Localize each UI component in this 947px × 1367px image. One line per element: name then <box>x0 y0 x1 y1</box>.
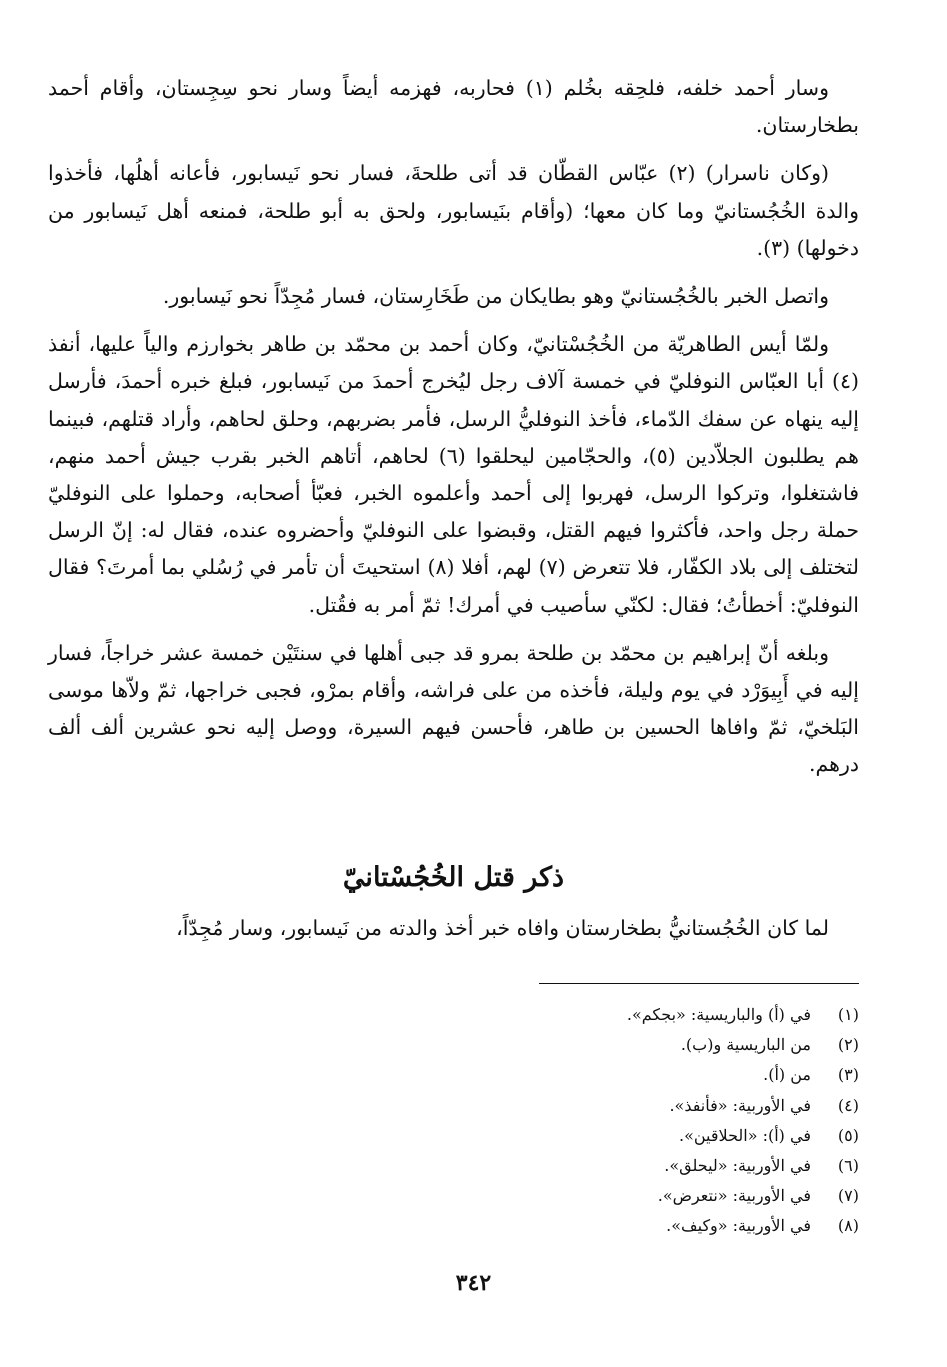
footnote <box>627 1211 859 1241</box>
footnote-number: (٧) <box>837 1186 859 1206</box>
footnote-text: من (أ). <box>763 1065 811 1085</box>
paragraph: وسار أحمد خلفه، فلحِقه بخُلم (١) فحاربه، فهزمه أيضاً وسار نحو سِجِستان، وأقام أحمد بطخارستان. <box>48 76 859 138</box>
footnote <box>627 1060 859 1090</box>
section-heading: ذكر قتل الخُجُسْتانيّ <box>342 862 565 893</box>
footnote-number: (٦) <box>837 1156 859 1176</box>
paragraph: لما كان الخُجُستانيُّ بطخارستان وافاه خبر أخذ والدته من نَيسابور، وسار مُجِدّاً، <box>176 916 829 940</box>
footnote-number: (٢) <box>837 1035 859 1055</box>
footnote-text: في الأوربية: «فأنفذ». <box>669 1095 811 1115</box>
footnote-number: (٣) <box>837 1065 859 1085</box>
footnote-number: (٥) <box>837 1125 859 1145</box>
footnotes-list <box>627 1000 859 1242</box>
main-text <box>48 70 859 795</box>
paragraph: ولمّا أيس الطاهريّة من الخُجُسْتانيّ، وكان أحمد بن محمّد بن طاهر بخوارزم والياً عليها، أنفذ (٤) أبا العبّاس النوفليّ في خمسة آلاف رجل ليُخرج أحمدَ من نَيسابور، فبلغ خبره أحمدَ، فأرسل إليه ينهاه عن سفك الدّماء، فأخذ النوفليُّ الرسل، فأمر بضربهم، وحلق لحاهم، وأراد قتلهم، فبينما هم يطلبون الجلاّدين (٥)، والحجّامين ليحلقوا (٦) لحاهم، أتاهم الخبر بقرب جيش أحمد منهم، فاشتغلوا، وتركوا الرسل، فهربوا إلى أحمد وأعلموه الخبر، فعبّأ أصحابه، وحملوا على النوفليّ حملة رجل واحد، فأكثروا فيهم القتل، وقبضوا على النوفليّ وأحضروه عنده، فقال له: إنّ الرسل لتختلف إلى بلاد الكفّار، فلا تتعرض (٧) لهم، أفلا (٨) استحيتَ أن تأمر في رُسُلي بما أمرتَ؟ فقال النوفليّ: أخطأتُ؛ فقال: لكنّي سأصيب في أمرك! ثمّ أمر به فقُتل. <box>48 332 859 617</box>
footnote <box>627 1151 859 1181</box>
footnote-divider <box>539 983 859 984</box>
footnote-number: (٨) <box>837 1216 859 1236</box>
page-number: ٣٤٢ <box>455 1270 492 1296</box>
footnote-text: في الأوربية: «وكيف». <box>666 1216 811 1236</box>
footnote <box>627 1030 859 1060</box>
footnote <box>627 1181 859 1211</box>
footnote-text: في الأوربية: «ليحلق». <box>664 1156 811 1176</box>
footnote-number: (٤) <box>837 1095 859 1115</box>
footnote <box>627 1121 859 1151</box>
footnote-text: في (أ) والباريسية: «بجكم». <box>626 1005 811 1024</box>
paragraph: وبلغه أنّ إبراهيم بن محمّد بن طلحة بمرو قد جبى أهلها في سنتَيْن خمسة عشر خراجاً، فسار إليه في أَبِيوَرْد في يوم وليلة، فأخذه من على فراشه، وأقام بمرْو، فجبى خراجها، ثمّ ولاّها موسى البَلخيّ، ثمّ وافاها الحسين بن طاهر، فأحسن فيهم السيرة، ووصل إليه نحو عشرين ألف ألف درهم. <box>48 640 859 777</box>
footnote-text: من الباريسية و(ب). <box>680 1035 811 1055</box>
footnote <box>627 1091 859 1121</box>
footnote-text: في الأوربية: «نتعرض». <box>657 1186 811 1206</box>
paragraph: واتصل الخبر بالخُجُستانيّ وهو بطايكان من طَخَارِستان، فسار مُجِدّاً نحو نَيسابور. <box>162 284 829 309</box>
paragraph: (وكان ناسرار) (٢) عبّاس القطّان قد أتى طلحةَ، فسار نحو نَيسابور، فأعانه أهلُها، فأخذوا والدة الخُجُستانيّ وما كان معها؛ (وأقام بنَيسابور، ولحق به أبو طلحة، فمنعه أهل نَيسابور من دخولها) (٣). <box>48 161 859 260</box>
footnote <box>627 1000 859 1030</box>
footnote-text: في (أ): «الحلاقين». <box>679 1125 811 1145</box>
footnote-number: (١) <box>837 1005 859 1024</box>
